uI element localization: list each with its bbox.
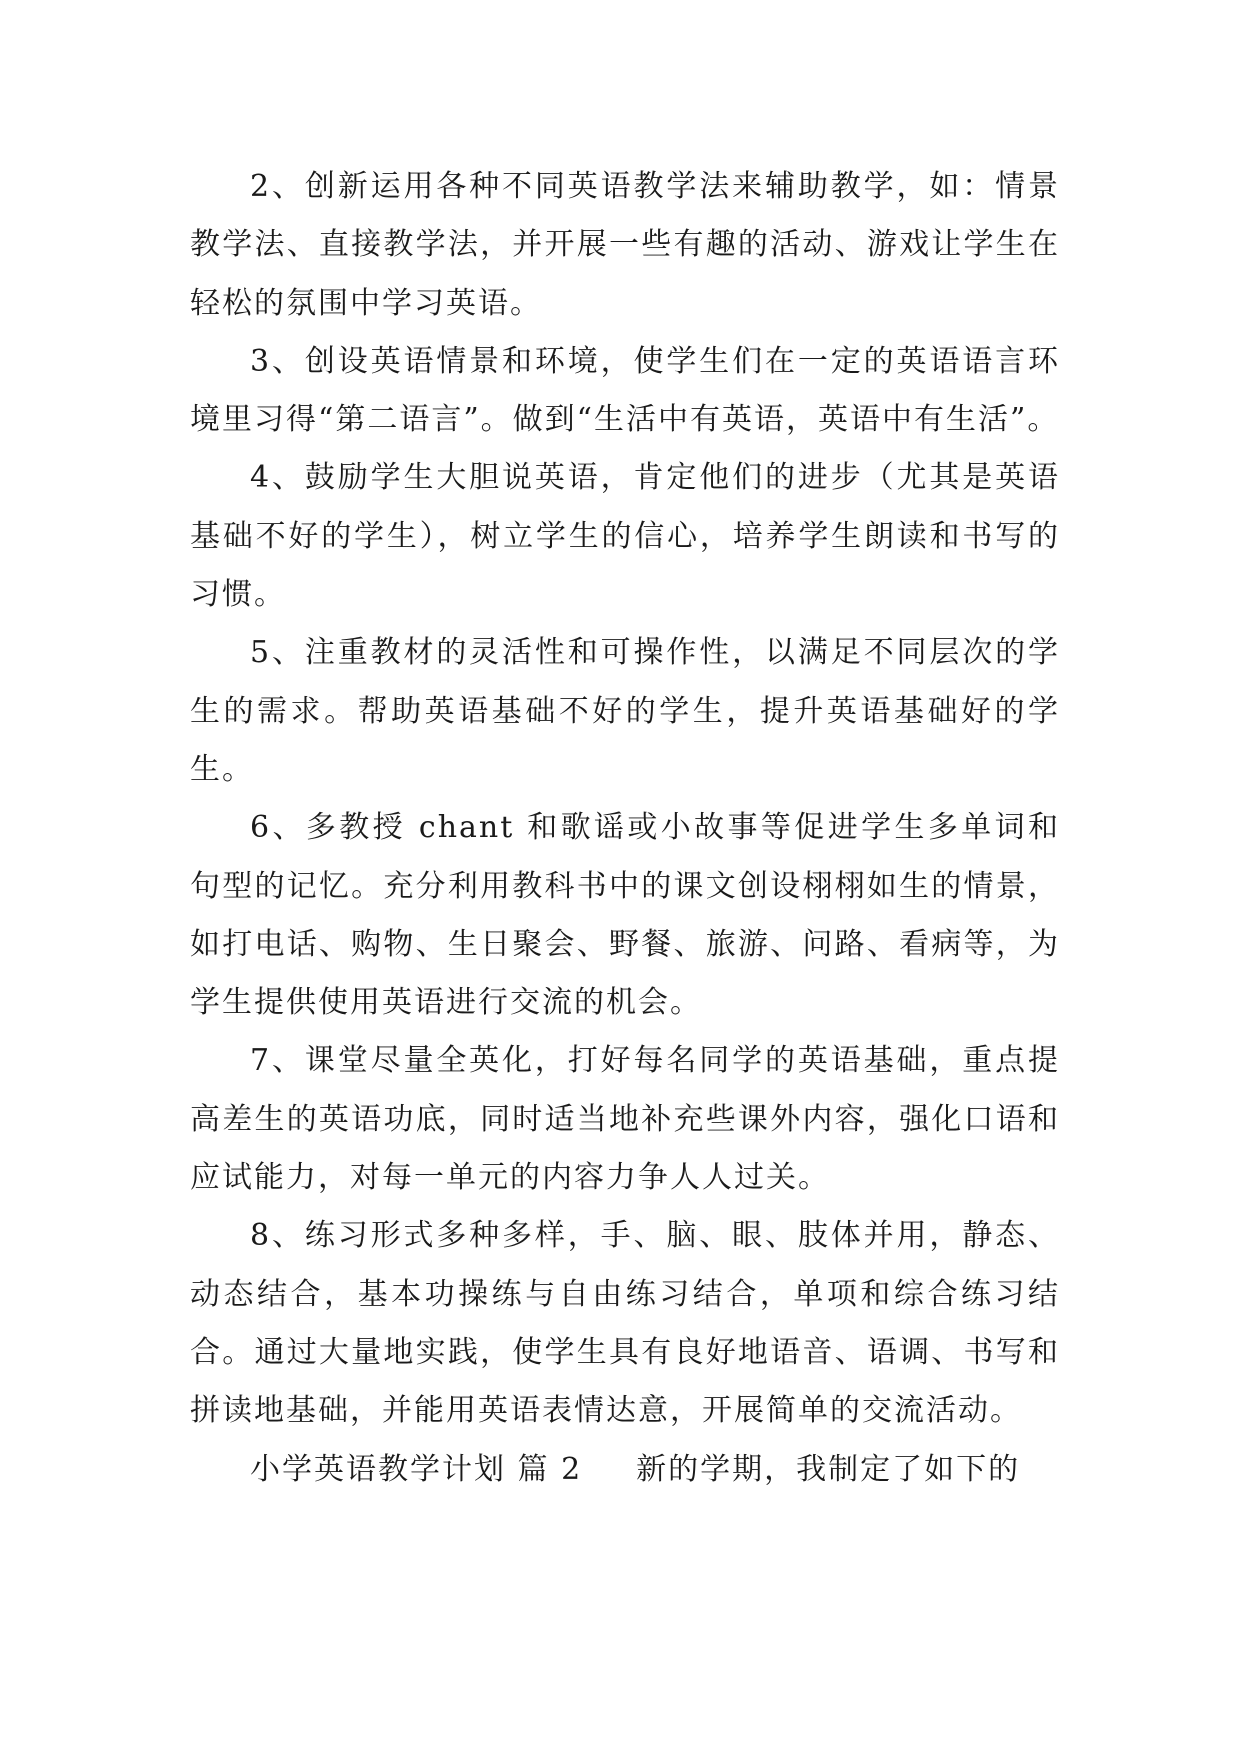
paragraph-item-8: 8、练习形式多种多样，手、脑、眼、肢体并用，静态、动态结合，基本功操练与自由练习结合，单项和综合练习结合。通过大量地实践，使学生具有良好地语音、语调、书写和拼读地基础，并能用英语表情达意，开展简单的交流活动。 (190, 1218, 1060, 1429)
paragraph-item-7: 7、课堂尽量全英化，打好每名同学的英语基础，重点提高差生的英语功底，同时适当地补充些课外内容，强化口语和应试能力，对每一单元的内容力争人人过关。 (190, 1043, 1060, 1196)
paragraph-item-5: 5、注重教材的灵活性和可操作性，以满足不同层次的学生的需求。帮助英语基础不好的学生，提升英语基础好的学生。 (190, 635, 1060, 787)
document-body (190, 158, 1060, 1499)
section-heading-line (190, 1441, 1060, 1499)
paragraph-item-6: 6、多教授 chant 和歌谣或小故事等促进学生多单词和句型的记忆。充分利用教科书中的课文创设栩栩如生的情景，如打电话、购物、生日聚会、野餐、旅游、问路、看病等，为学生提供使用英语进行交流的机会。 (190, 810, 1060, 1021)
paragraph-item-4: 4、鼓励学生大胆说英语，肯定他们的进步（尤其是英语基础不好的学生），树立学生的信心，培养学生朗读和书写的习惯。 (190, 460, 1060, 613)
paragraph-item-3: 3、创设英语情景和环境，使学生们在一定的英语语言环境里习得“第二语言”。做到“生活中有英语，英语中有生活”。 (190, 343, 1060, 438)
paragraph-item-2: 2、创新运用各种不同英语教学法来辅助教学，如：情景教学法、直接教学法，并开展一些有趣的活动、游戏让学生在轻松的氛围中学习英语。 (190, 169, 1060, 321)
section-lead-text: 新的学期，我制定了如下的 (636, 1451, 1021, 1487)
section-title: 小学英语教学计划 篇 2 (250, 1451, 583, 1487)
